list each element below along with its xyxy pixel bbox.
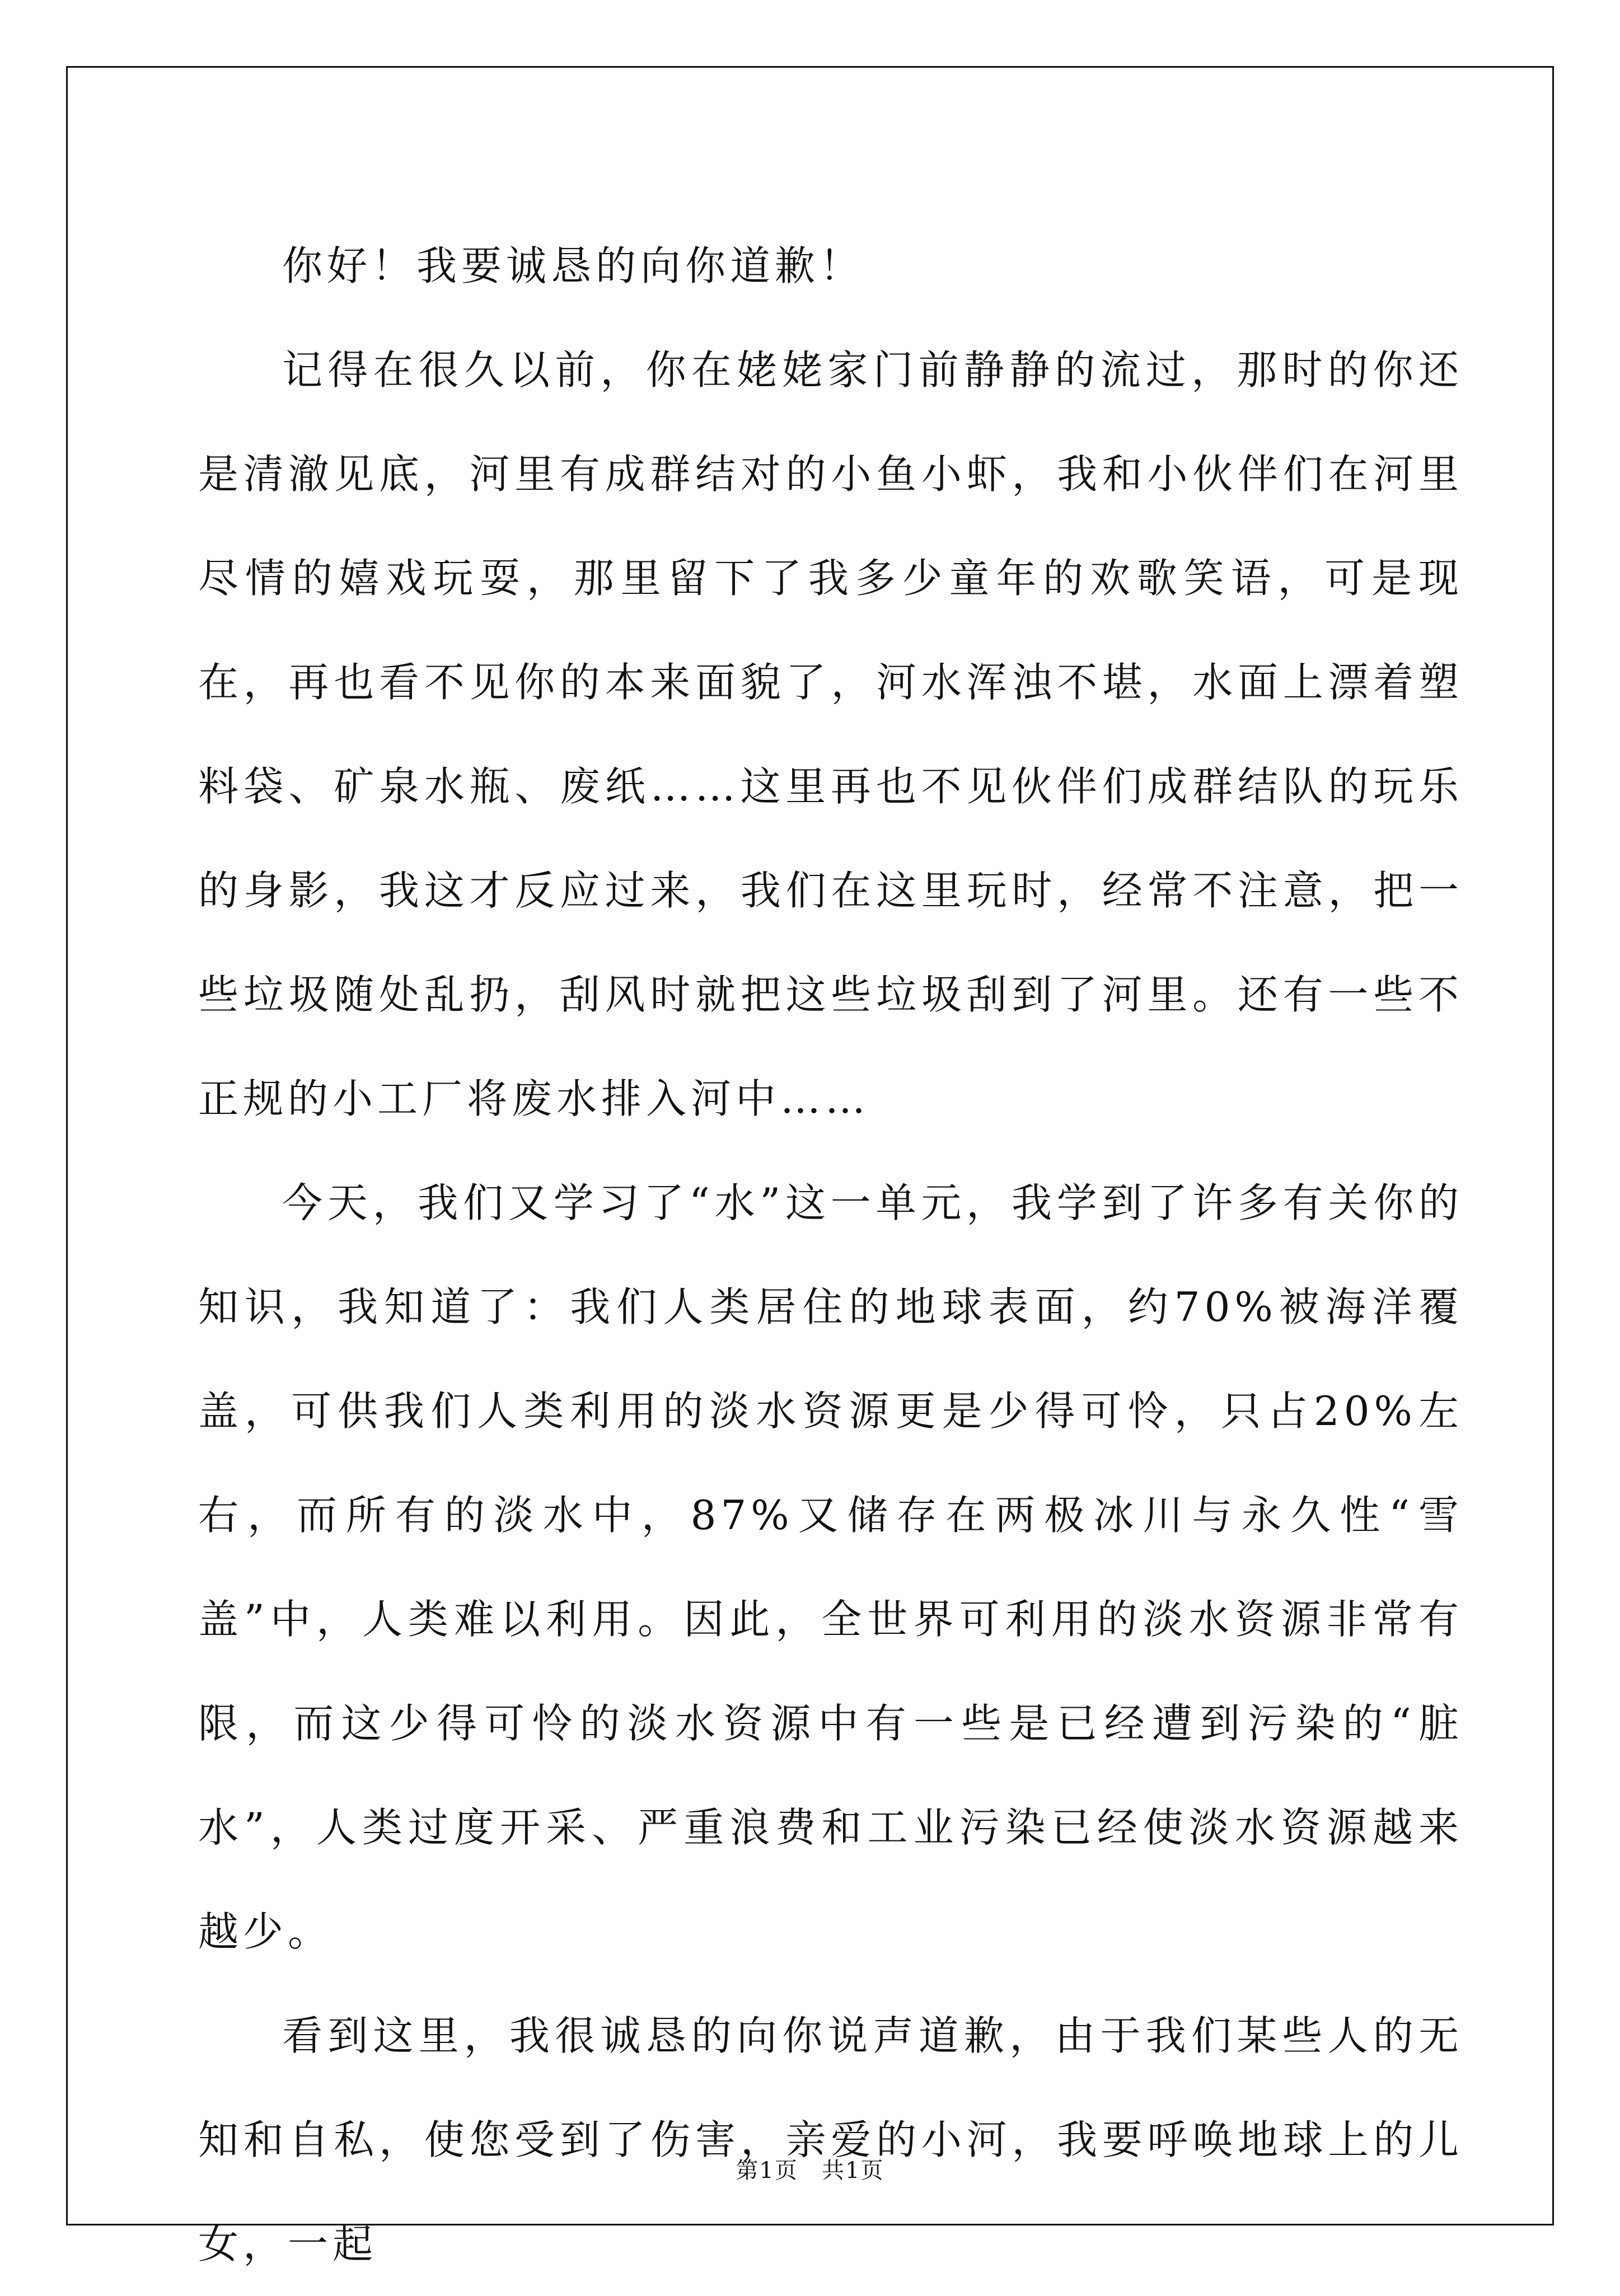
paragraph-greeting: 你好！我要诚恳的向你道歉！ (282, 242, 865, 289)
paragraph-memory: 记得在很久以前，你在姥姥家门前静静的流过，那时的你还是清澈见底，河里有成群结对的小鱼小虾，我和小伙伴们在河里尽情的嬉戏玩耍，那里留下了我多少童年的欢歌笑语，可是现在，再也看不见你的本来面貌了，河水浑浊不堪，水面上漂着塑料袋、矿泉水瓶、废纸……这里再也不见伙伴们成群结队的玩乐的身影，我这才反应过来，我们在这里玩时，经常不注意，把一些垃圾随处乱扔，刮风时就把这些垃圾刮到了河里。还有一些不正规的小工厂将废水排入河中…… (198, 346, 1463, 1122)
paragraph-water-lesson: 今天，我们又学习了“水”这一单元，我学到了许多有关你的知识，我知道了：我们人类居住的地球表面，约70%被海洋覆盖，可供我们人类利用的淡水资源更是少得可怜，只占20%左右，而所有的淡水中，87%又储存在两极冰川与永久性“雪盖”中，人类难以利用。因此，全世界可利用的淡水资源非常有限，而这少得可怜的淡水资源中有一些是已经遭到污染的“脏水”，人类过度开采、严重浪费和工业污染已经使淡水资源越来越少。 (198, 1179, 1463, 1955)
page-number-footer: 第1页 共1页 (736, 2158, 884, 2183)
paragraph-apology: 看到这里，我很诚恳的向你说声道歉，由于我们某些人的无知和自私，使您受到了伤害，亲爱的小河，我要呼唤地球上的儿女，一起 (198, 2012, 1463, 2267)
document-body (198, 214, 1463, 2296)
